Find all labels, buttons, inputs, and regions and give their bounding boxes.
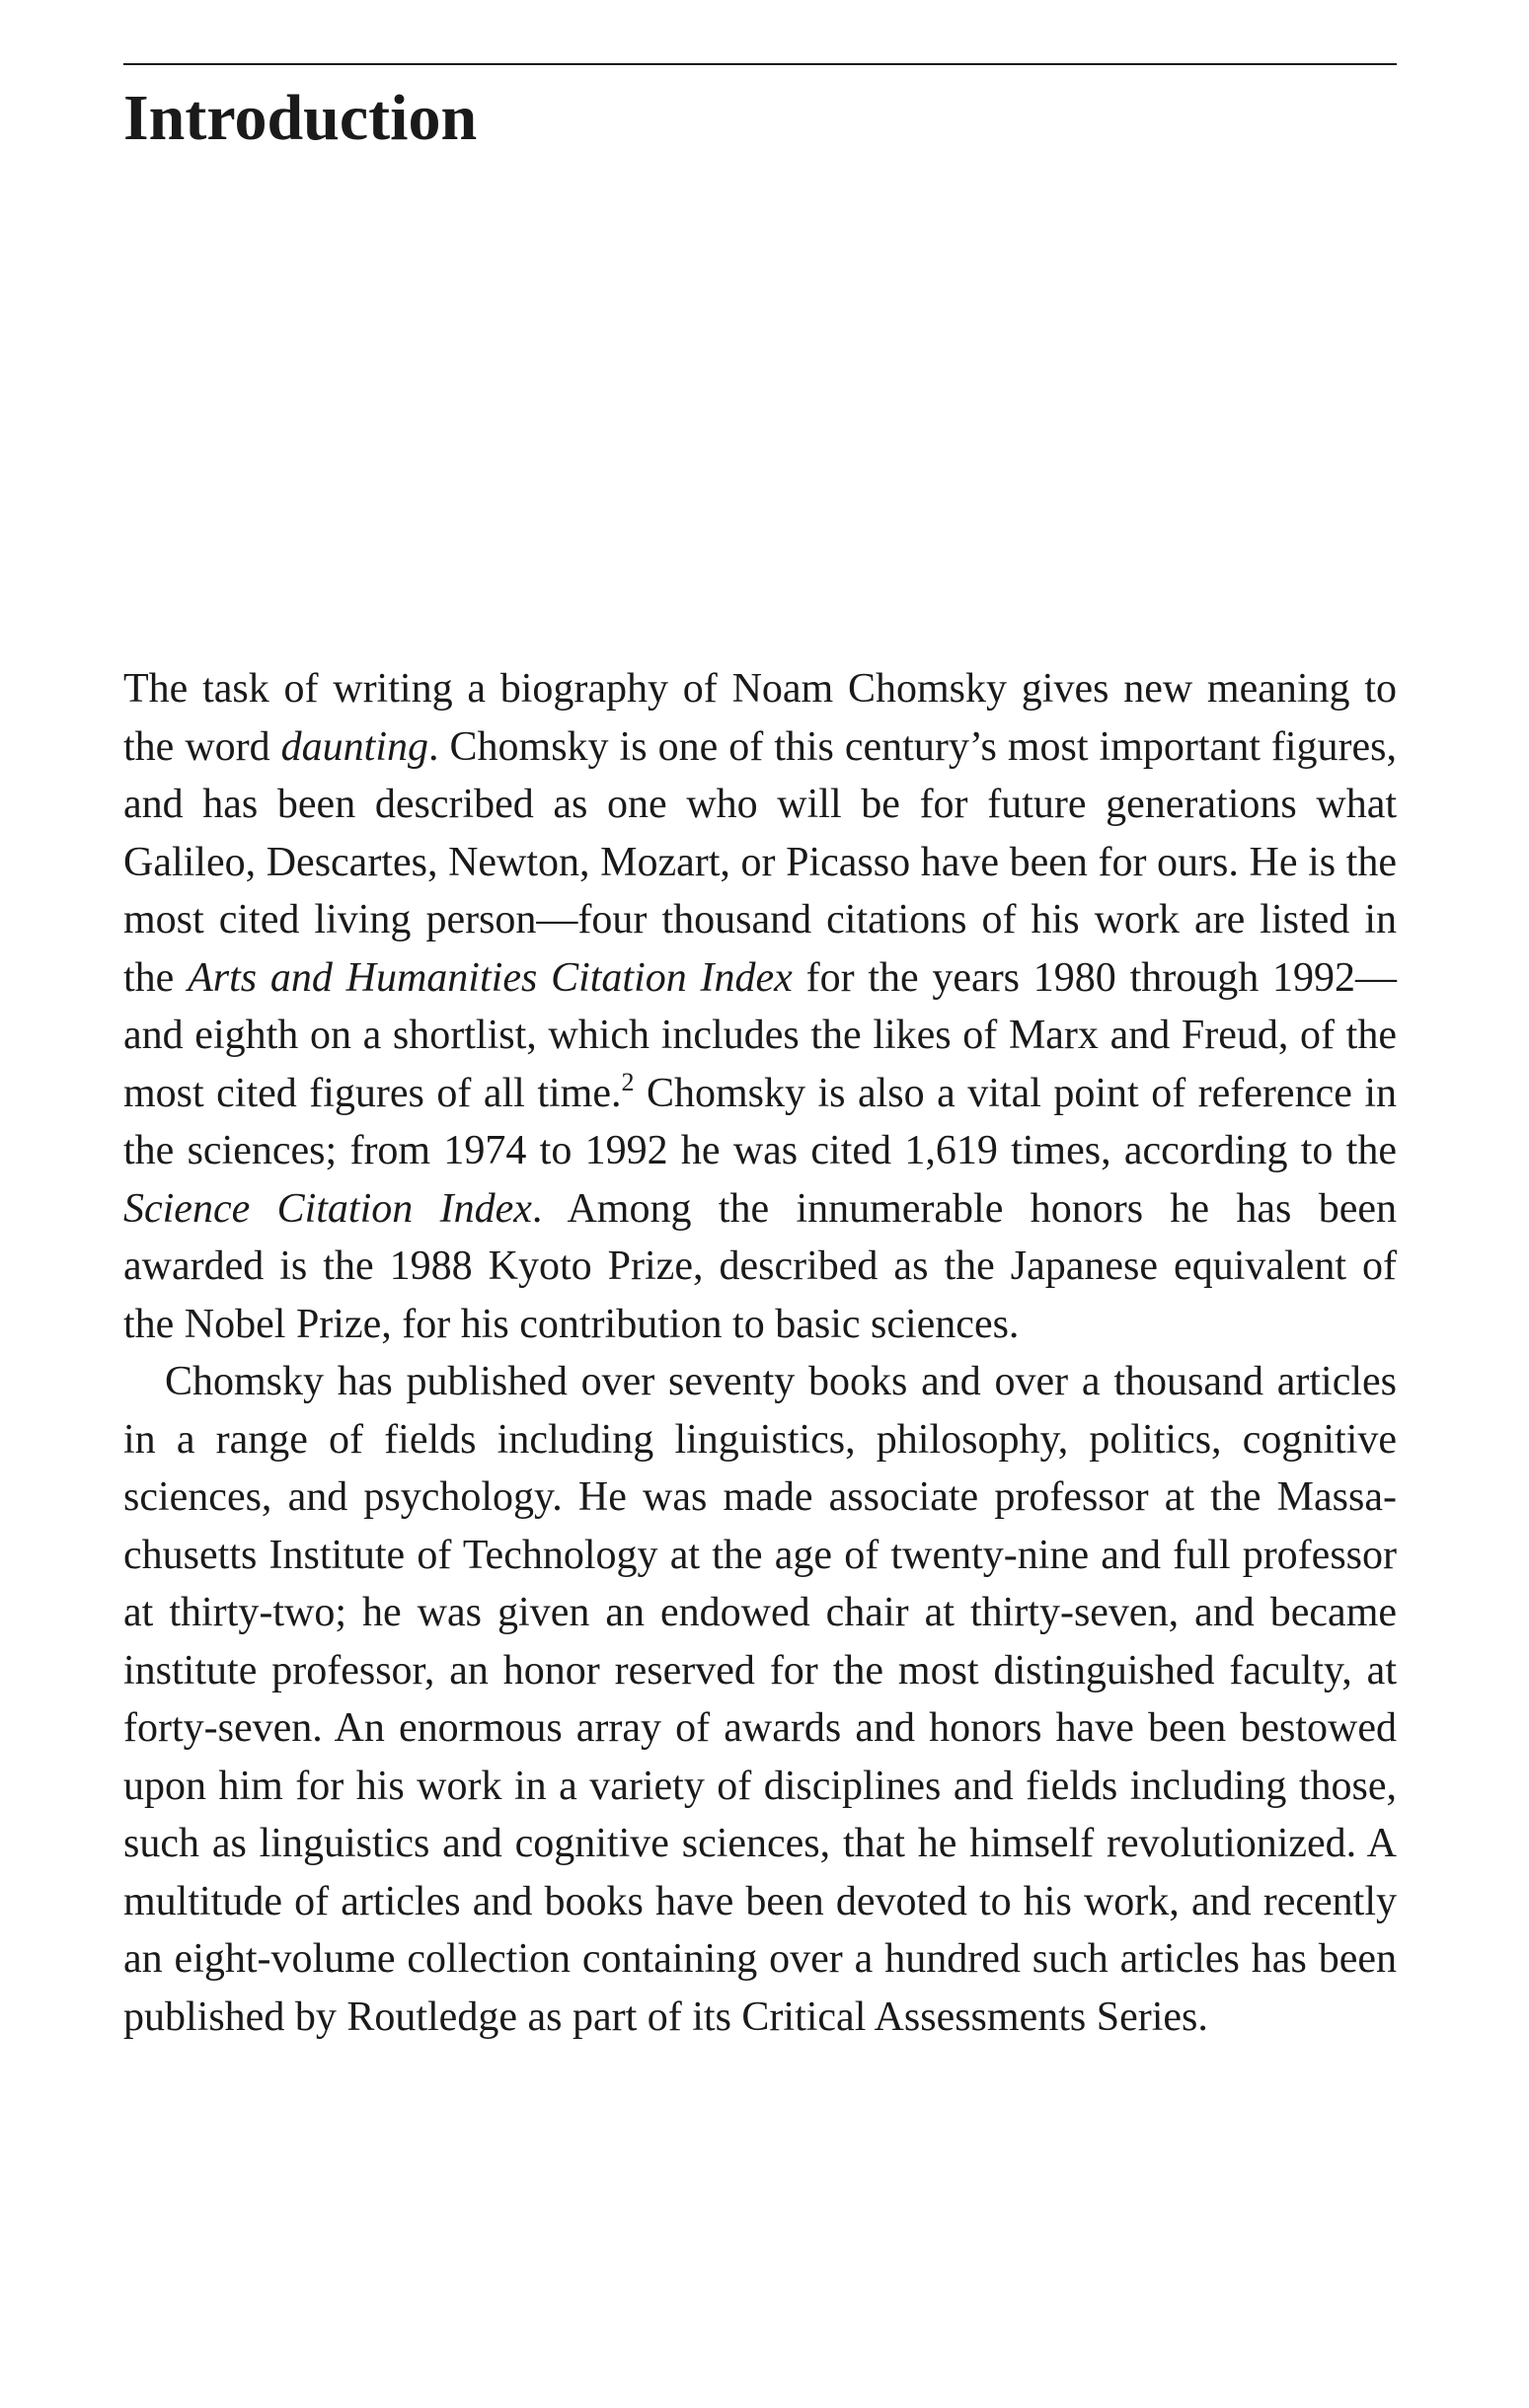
top-rule — [123, 63, 1397, 65]
italic-word: daunting — [280, 723, 428, 770]
footnote-marker: 2 — [621, 1067, 635, 1096]
body-text — [123, 660, 1397, 2046]
chapter-title: Introduction — [123, 82, 478, 154]
text-run: The task of writing a biography of Noam Chomsky gives new meaning to the word — [123, 666, 1397, 770]
paragraph-1 — [123, 660, 1397, 1353]
italic-title: Science Citation Index — [123, 1185, 532, 1232]
paragraph-2 — [123, 1353, 1397, 2046]
text-run: Chomsky is also a vital point of reference in the sciences; from 1974 to 1992 he was cited 1,619 times, according to the — [123, 1070, 1398, 1173]
text-run: for the years 1980 through 1992—and eighth on a shortlist, which includes the likes of Marx and Freud, of the most cited figures of all time. — [123, 954, 1397, 1116]
text-run: . Chomsky is one of this century’s most important figures, and has been described as one who will be for future generations what Galileo, Descartes, Newton, Mozart, or Picasso have been for ours. He is the most cited living person—four thousand citations of his work are listed in the — [123, 723, 1397, 1001]
page — [123, 63, 1398, 2040]
text-run: Chomsky has published over seventy books and over a thousand articles in a range of fields including linguistics, philosophy, politics, cognitive sciences, and psychology. He was made associate professor at the Massachusetts Institute of Technology at the age of twenty-nine and full professor at thirty-two; he was given an endowed chair at thirty-seven, and became institute professor, an honor reserved for the most distinguished faculty, at forty-seven. An enormous array of awards and honors have been bestowed upon him for his work in a variety of disciplines and fields including those, such as linguistics and cognitive sciences, that he himself revolutionized. A multitude of articles and books have been devoted to his work, and recently an eight-volume collection containing over a hundred such articles has been published by Routledge as part of its Critical Assessments Series. — [123, 1359, 1397, 2040]
italic-title: Arts and Humanities Citation Index — [188, 954, 793, 1001]
text-run: . Among the innumerable honors he has been awarded is the 1988 Kyoto Prize, described as the Japanese equivalent of the Nobel Prize, for his contribution to basic sciences. — [123, 1185, 1398, 1347]
